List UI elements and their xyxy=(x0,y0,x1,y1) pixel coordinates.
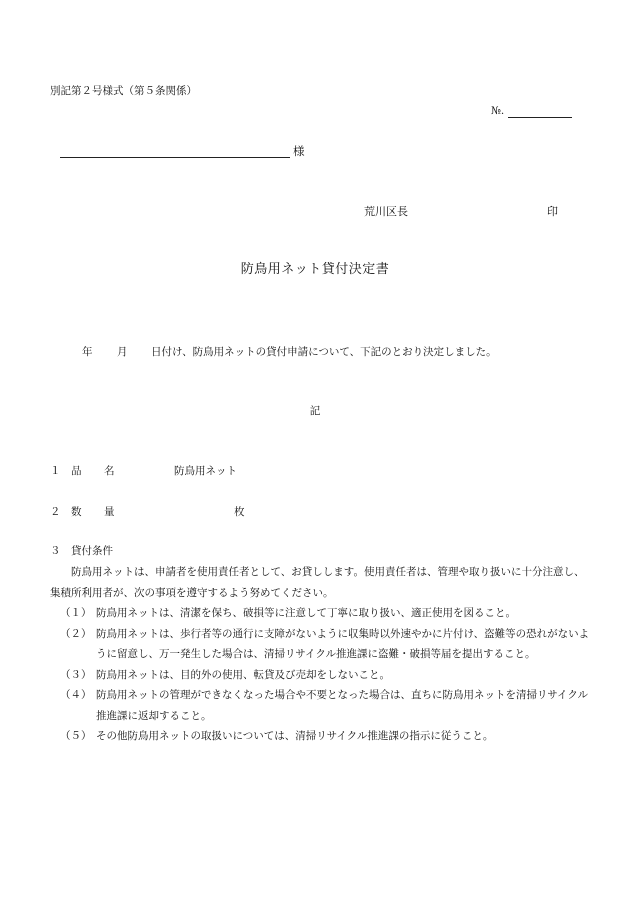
condition-text: 防鳥用ネットの管理ができなくなった場合や不要となった場合は、直ちに防鳥用ネットを清掃リサイクル推進課に返却すること。 xyxy=(96,689,589,722)
condition-mark: （２） xyxy=(60,627,92,640)
condition-mark: （５） xyxy=(60,730,92,742)
conditions-body xyxy=(50,562,590,747)
item-2-label-b: 量 xyxy=(104,506,115,518)
condition-text: 防鳥用ネットは、歩行者等の通行に支障がないように収集時以外速やかに片付け、盗難等の恐れがないように留意し、万一発生した場合は、清掃リサイクル推進課に盗難・破損等届を提出すること。 xyxy=(96,627,590,660)
condition-text: 防鳥用ネットは、目的外の使用、転貸及び売却をしないこと。 xyxy=(96,668,390,681)
item-1-value: 防鳥用ネット xyxy=(174,465,237,477)
conditions-number: ３ xyxy=(50,545,61,557)
item-1-number: １ xyxy=(50,465,61,477)
condition-text: 防鳥用ネットは、清潔を保ち、破損等に注意して丁寧に取り扱い、適正使用を図ること。 xyxy=(96,607,516,619)
condition-text: その他防鳥用ネットの取扱いについては、清掃リサイクル推進課の指示に従うこと。 xyxy=(96,730,494,742)
item-2-number: ２ xyxy=(50,506,61,518)
condition-mark: （３） xyxy=(60,668,92,681)
conditions-title: 貸付条件 xyxy=(71,545,113,557)
condition-item-4 xyxy=(50,685,590,726)
addressee-suffix: 様 xyxy=(293,144,305,158)
form-number: 別記第２号様式（第５条関係） xyxy=(50,85,197,97)
addressee-blank xyxy=(60,157,290,158)
conditions-heading xyxy=(50,546,113,557)
item-1-label-b: 名 xyxy=(104,465,115,477)
decision-text: 日付け、防鳥用ネットの貸付申請について、下記のとおり決定しました。 xyxy=(151,346,497,358)
condition-item-1 xyxy=(50,603,590,624)
decision-month: 月 xyxy=(117,346,128,358)
condition-item-2 xyxy=(50,624,590,665)
conditions-intro: 防鳥用ネットは、申請者を使用責任者として、お貸しします。使用責任者は、管理や取り扱いに十分注意し、集積所利用者が、次の事項を遵守するよう努めてください。 xyxy=(50,566,585,599)
document-number-label: №. xyxy=(491,105,505,117)
decision-year: 年 xyxy=(82,346,93,358)
issuer-name: 荒川区長 xyxy=(364,205,408,218)
document-title: 防鳥用ネット貸付決定書 xyxy=(240,262,390,277)
ki-heading: 記 xyxy=(309,405,321,417)
condition-mark: （４） xyxy=(60,689,92,701)
conditions-list xyxy=(50,603,590,747)
item-2-unit: 枚 xyxy=(234,506,245,518)
condition-mark: （１） xyxy=(60,607,92,619)
item-1-label-a: 品 xyxy=(71,465,82,477)
document-number-blank xyxy=(508,117,572,118)
condition-item-5 xyxy=(50,726,590,747)
condition-item-3 xyxy=(50,665,590,686)
seal-mark: 印 xyxy=(547,205,558,218)
item-2-label-a: 数 xyxy=(71,506,82,518)
